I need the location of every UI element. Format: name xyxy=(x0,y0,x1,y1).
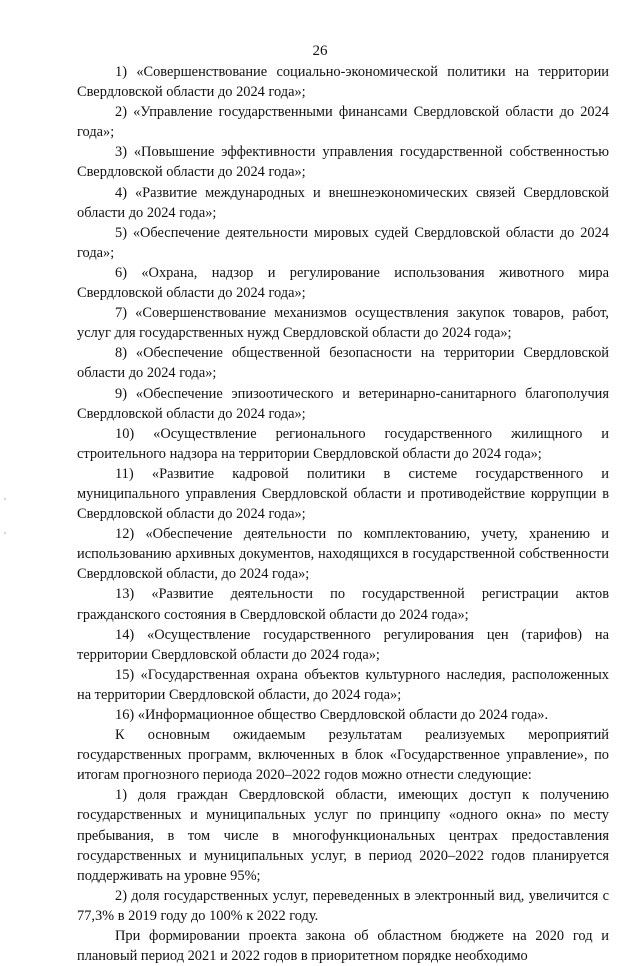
paragraph: При формировании проекта закона об областном бюджете на 2020 год и плановый период 2021 и 2022 годов в приоритетном порядке необходимо xyxy=(77,928,609,965)
paragraph: 12) «Обеспечение деятельности по комплектованию, учету, хранению и использованию архивных документов, находящихся в государственной собственности Свердловской области, до 2024 года»; xyxy=(77,526,609,583)
paragraph: 11) «Развитие кадровой политики в системе государственного и муниципального управления Свердловской области и противодействие коррупции в Свердловской области до 2024 года»; xyxy=(77,465,609,523)
paragraph: К основным ожидаемым результатам реализуемых мероприятий государственных программ, включенных в блок «Государственное управление», по итогам прогнозного периода 2020–2022 годов можно отнести следующие: xyxy=(77,727,609,784)
paragraph: 5) «Обеспечение деятельности мировых судей Свердловской области до 2024 года»; xyxy=(77,224,609,261)
paragraph: 3) «Повышение эффективности управления государственной собственностью Свердловской области до 2024 года»; xyxy=(77,144,609,181)
paragraph: 15) «Государственная охрана объектов культурного наследия, расположенных на территории Свердловской области, до 2024 года»; xyxy=(77,666,609,703)
paragraph: 8) «Обеспечение общественной безопасности на территории Свердловской области до 2024 года»; xyxy=(77,345,609,382)
paragraph: 14) «Осуществление государственного регулирования цен (тарифов) на территории Свердловской области до 2024 года»; xyxy=(77,626,609,663)
paragraph: 13) «Развитие деятельности по государственной регистрации актов гражданского состояния в Свердловской области до 2024 года»; xyxy=(77,586,609,623)
page-number: 26 xyxy=(312,43,328,59)
paragraph: 2) «Управление государственными финансами Свердловской области до 2024 года»; xyxy=(77,104,609,141)
paragraph: 4) «Развитие международных и внешнеэкономических связей Свердловской области до 2024 года»; xyxy=(77,184,609,221)
paragraph: 1) доля граждан Свердловской области, имеющих доступ к получению государственных и муниципальных услуг по принципу «одного окна» по месту пребывания, в том числе в многофункциональных центрах предоставления государственных и муниципальных услуг, в период 2020–2022 годов планируется поддерживать на уровне 95%; xyxy=(77,787,609,884)
scan-mark xyxy=(4,498,6,500)
paragraph: 9) «Обеспечение эпизоотического и ветеринарно-санитарного благополучия Свердловской области до 2024 года»; xyxy=(77,385,609,422)
paragraph: 16) «Информационное общество Свердловской области до 2024 года». xyxy=(115,707,549,723)
paragraph: 10) «Осуществление регионального государственного жилищного и строительного надзора на территории Свердловской области до 2024 года»; xyxy=(77,425,609,462)
paragraph: 1) «Совершенствование социально-экономической политики на территории Свердловской области до 2024 года»; xyxy=(77,64,609,101)
paragraph: 6) «Охрана, надзор и регулирование использования животного мира Свердловской области до 2024 года»; xyxy=(77,264,609,302)
body-text xyxy=(77,62,609,966)
paragraph: 2) доля государственных услуг, переведенных в электронный вид, увеличится с 77,3% в 2019 году до 100% к 2022 году. xyxy=(77,887,609,924)
paragraph: 7) «Совершенствование механизмов осуществления закупок товаров, работ, услуг для государственных нужд Свердловской области до 2024 года»; xyxy=(77,305,609,342)
scan-mark xyxy=(4,532,6,534)
